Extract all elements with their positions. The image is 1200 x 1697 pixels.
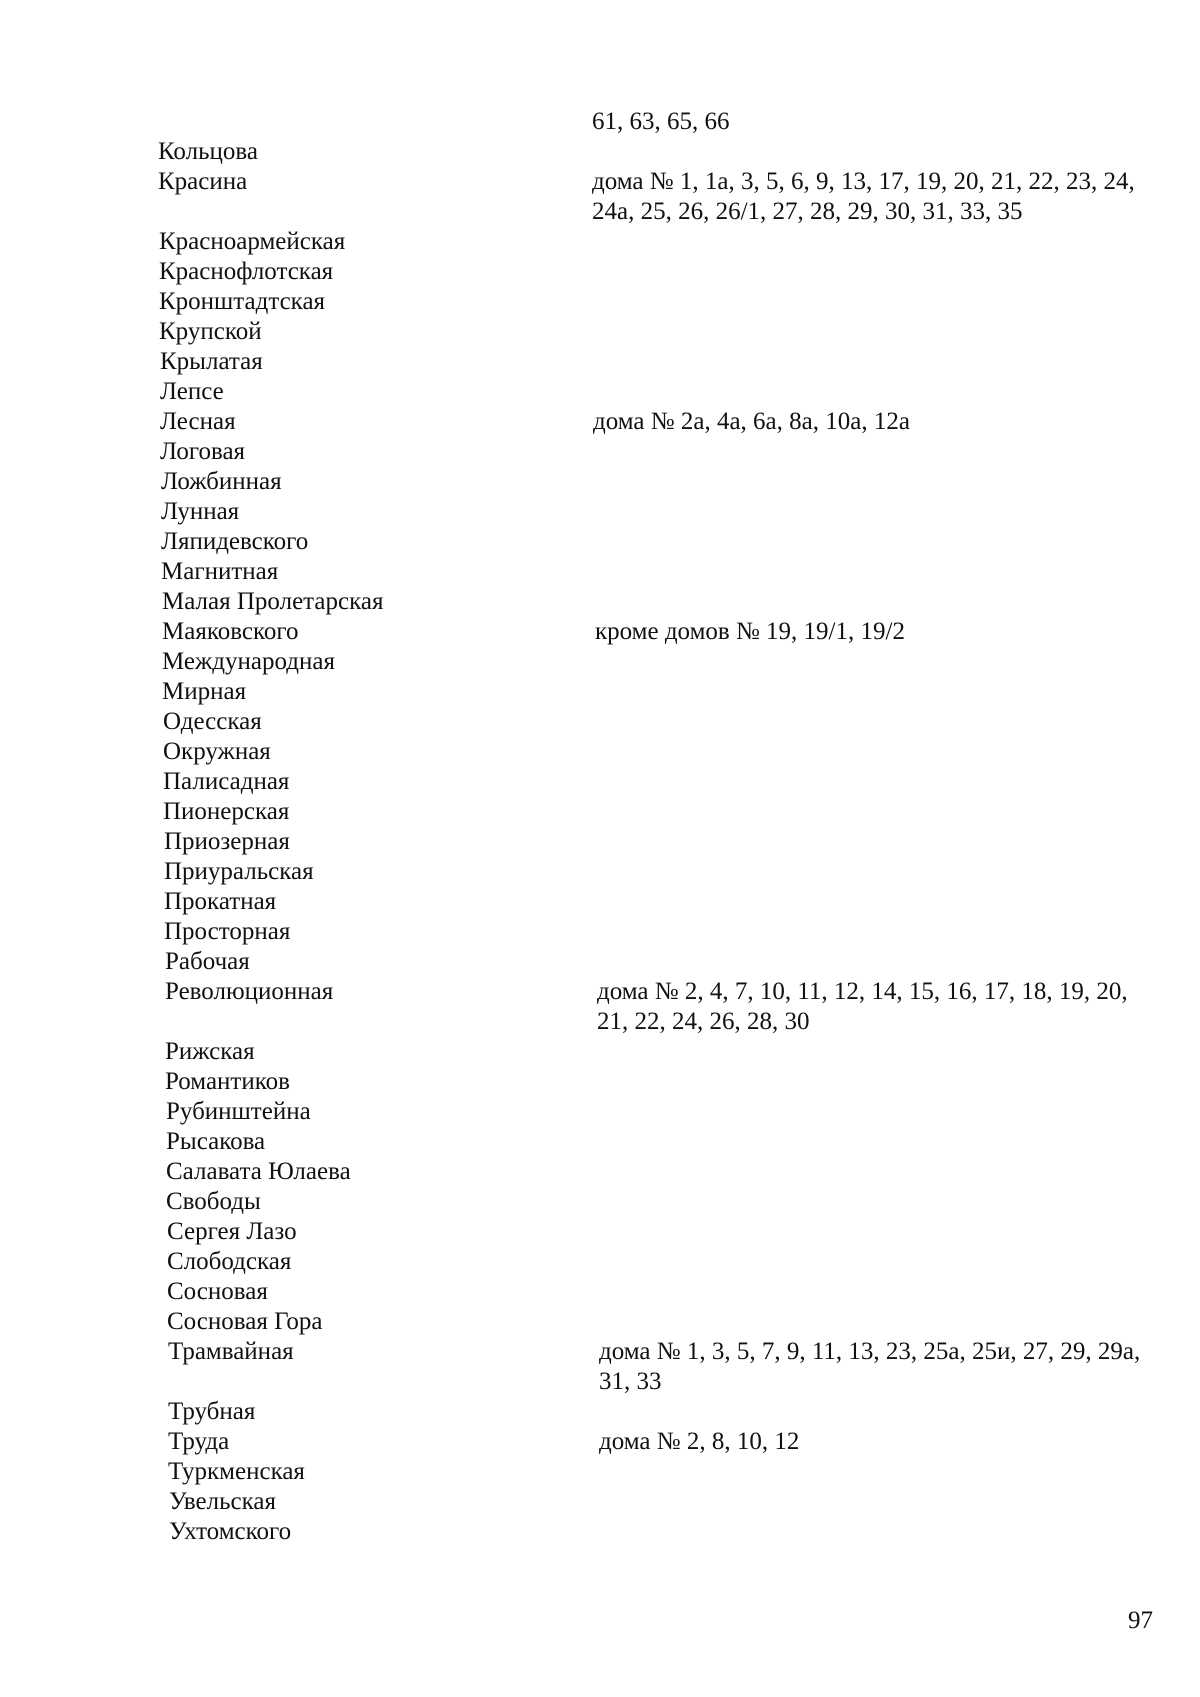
street-name: Сосновая Гора: [167, 1308, 323, 1335]
street-name: Ляпидевского: [161, 528, 309, 555]
street-name: Революционная: [165, 978, 334, 1005]
street-name: Просторная: [164, 918, 291, 945]
street-name: Слободская: [167, 1248, 292, 1275]
street-name: Красина: [158, 168, 248, 195]
street-name: Ложбинная: [161, 468, 282, 495]
street-name: Рабочая: [165, 948, 250, 975]
street-name: Палисадная: [163, 768, 290, 795]
street-name: Рысакова: [166, 1128, 266, 1155]
street-name: Увельская: [169, 1488, 276, 1515]
street-name: Приуральская: [164, 858, 314, 885]
street-name: Сосновая: [167, 1278, 268, 1305]
street-houses: дома № 2а, 4а, 6а, 8а, 10а, 12а: [593, 408, 910, 435]
street-name: Пионерская: [163, 798, 290, 825]
street-name: Малая Пролетарская: [162, 588, 384, 615]
street-name: Логовая: [160, 438, 246, 465]
street-name: Крылатая: [160, 348, 263, 375]
street-name: Сергея Лазо: [167, 1218, 297, 1245]
street-name: Свободы: [166, 1188, 261, 1215]
street-houses: дома № 2, 8, 10, 12: [599, 1428, 800, 1455]
street-name: Романтиков: [165, 1068, 290, 1095]
street-name: Салавата Юлаева: [166, 1158, 351, 1185]
street-name: Крупской: [159, 318, 262, 345]
street-name: Туркменская: [168, 1458, 305, 1485]
street-houses: дома № 2, 4, 7, 10, 11, 12, 14, 15, 16, 17, 18, 19, 20, 21, 22, 24, 26, 28, 30: [597, 978, 1128, 1035]
street-houses: дома № 1, 3, 5, 7, 9, 11, 13, 23, 25а, 25и, 27, 29, 29а, 31, 33: [599, 1338, 1141, 1395]
street-name: Рубинштейна: [166, 1098, 311, 1125]
street-name: Лунная: [161, 498, 240, 525]
street-houses: дома № 1, 1а, 3, 5, 6, 9, 13, 17, 19, 20, 21, 22, 23, 24, 24а, 25, 26, 26/1, 27, 28, 29, 30, 31, 33, 35: [592, 168, 1135, 225]
street-name: Краснофлотская: [159, 258, 334, 285]
street-name: Трамвайная: [168, 1338, 294, 1365]
street-name: Красноармейская: [159, 228, 346, 255]
street-name: Труда: [168, 1428, 230, 1455]
street-name: Ухтомского: [169, 1518, 292, 1545]
street-name: Магнитная: [161, 558, 279, 585]
street-name: Прокатная: [164, 888, 277, 915]
street-name: Рижская: [165, 1038, 255, 1065]
street-name: Трубная: [168, 1398, 256, 1425]
continuation-houses: 61, 63, 65, 66: [592, 108, 730, 135]
street-name: Мирная: [162, 678, 247, 705]
street-name: Маяковского: [162, 618, 299, 645]
street-name: Кольцова: [158, 138, 258, 165]
street-name: Международная: [162, 648, 335, 675]
street-name: Кронштадтская: [159, 288, 326, 315]
street-houses: кроме домов № 19, 19/1, 19/2: [595, 618, 905, 645]
page-number: 97: [1128, 1607, 1153, 1634]
street-name: Лепсе: [160, 378, 224, 405]
street-name: Приозерная: [164, 828, 290, 855]
street-name: Лесная: [160, 408, 236, 435]
street-name: Окружная: [163, 738, 271, 765]
street-name: Одесская: [163, 708, 262, 735]
